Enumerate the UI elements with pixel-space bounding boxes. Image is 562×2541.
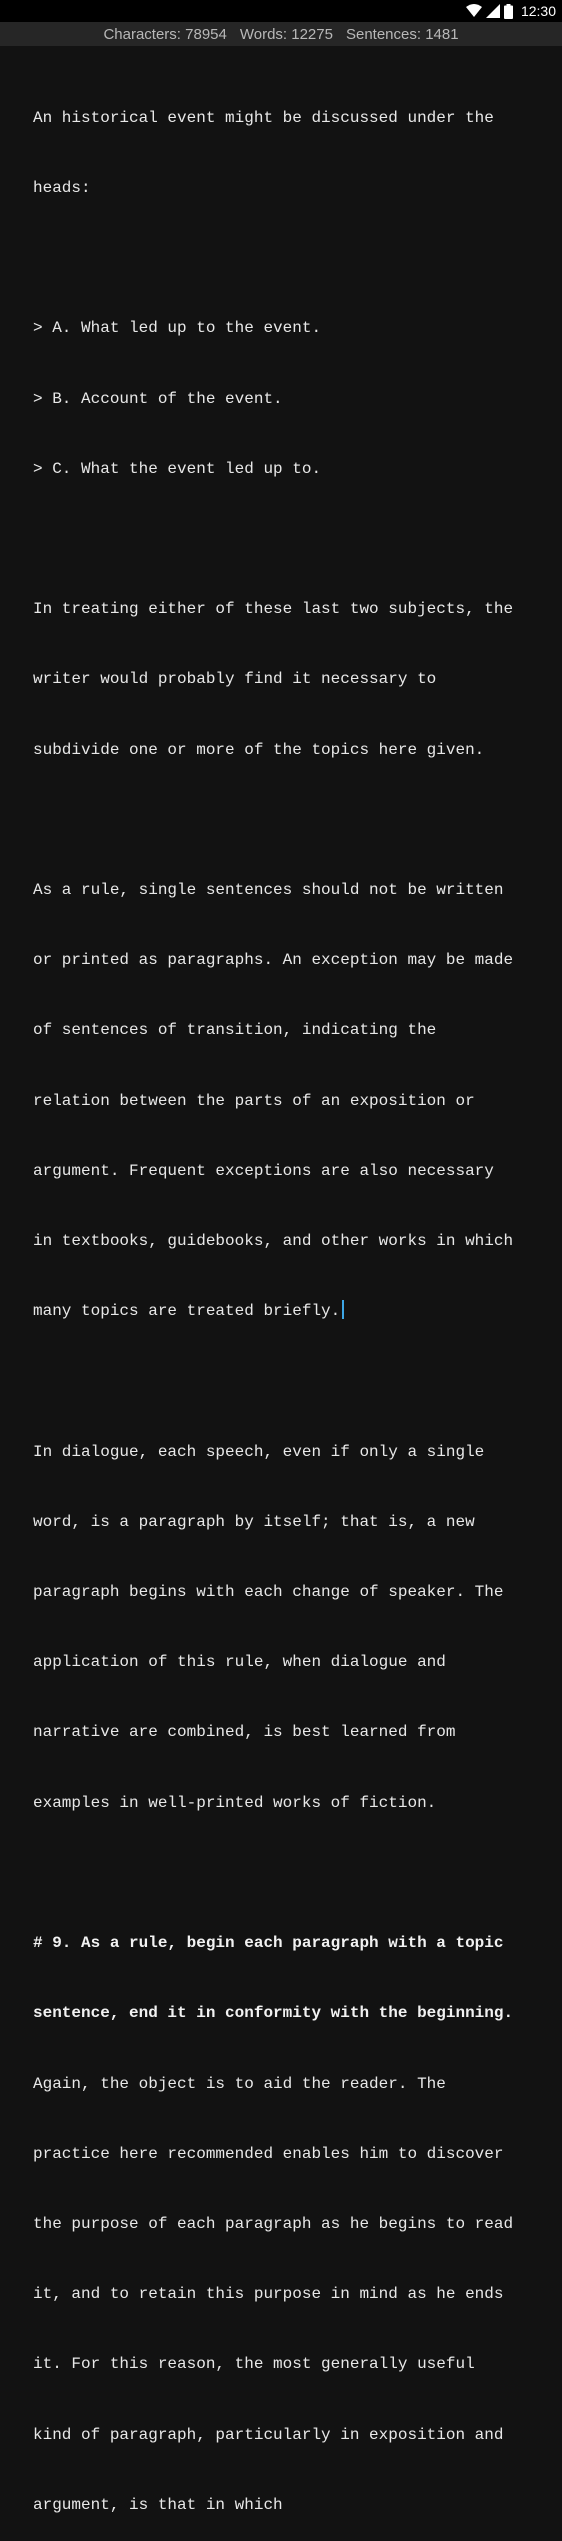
wifi-icon bbox=[466, 4, 482, 18]
cell-signal-icon bbox=[486, 4, 500, 18]
quote-line: > C. What the event led up to. bbox=[33, 459, 322, 478]
sentence-count: Sentences: 1481 bbox=[345, 25, 459, 43]
text-cursor bbox=[342, 1300, 344, 1319]
text-line: in textbooks, guidebooks, and other works in which bbox=[33, 1232, 514, 1251]
blank-line bbox=[33, 528, 533, 551]
blank-line bbox=[33, 1862, 533, 1885]
text-line: relation between the parts of an exposition or bbox=[33, 1091, 475, 1110]
text-line: kind of paragraph, particularly in exposition and bbox=[33, 2425, 504, 2444]
blank-line bbox=[33, 809, 533, 832]
text-line: Again, the object is to aid the reader. The bbox=[33, 2074, 446, 2093]
text-line: writer would probably find it necessary to bbox=[33, 670, 437, 689]
text-line: application of this rule, when dialogue and bbox=[33, 1653, 446, 1672]
heading-line: sentence, end it in conformity with the beginning. bbox=[33, 2004, 514, 2023]
heading-line: # 9. As a rule, begin each paragraph with a topic bbox=[33, 1934, 504, 1953]
quote-line: > B. Account of the event. bbox=[33, 389, 283, 408]
clock-time: 12:30 bbox=[520, 3, 556, 19]
text-line: it. For this reason, the most generally useful bbox=[33, 2355, 475, 2374]
system-status-bar bbox=[0, 0, 562, 22]
text-line-with-cursor bbox=[33, 1300, 533, 1323]
status-icons bbox=[466, 0, 556, 22]
text-line: As a rule, single sentences should not be written bbox=[33, 881, 504, 900]
text-line: In treating either of these last two subjects, the bbox=[33, 600, 514, 619]
battery-icon bbox=[504, 4, 513, 19]
text-line: it, and to retain this purpose in mind as he ends bbox=[33, 2285, 504, 2304]
text-line: An historical event might be discussed under the bbox=[33, 108, 494, 127]
text-line: the purpose of each paragraph as he begins to read bbox=[33, 2214, 514, 2233]
text-editor[interactable] bbox=[33, 60, 533, 2541]
blank-line bbox=[33, 1370, 533, 1393]
document-stats-bar bbox=[0, 22, 562, 46]
text-line: argument. Frequent exceptions are also necessary bbox=[33, 1161, 494, 1180]
text-line: of sentences of transition, indicating the bbox=[33, 1021, 437, 1040]
text-line: many topics are treated briefly. bbox=[33, 1302, 341, 1321]
text-line: heads: bbox=[33, 179, 91, 198]
quote-line: > A. What led up to the event. bbox=[33, 319, 322, 338]
text-line: paragraph begins with each change of speaker. The bbox=[33, 1583, 504, 1602]
text-line: narrative are combined, is best learned from bbox=[33, 1723, 456, 1742]
character-count: Characters: 78954 bbox=[103, 25, 227, 43]
text-line: or printed as paragraphs. An exception may be made bbox=[33, 951, 514, 970]
blank-line bbox=[33, 247, 533, 270]
word-count: Words: 12275 bbox=[239, 25, 333, 43]
text-line: word, is a paragraph by itself; that is, a new bbox=[33, 1512, 475, 1531]
text-line: In dialogue, each speech, even if only a single bbox=[33, 1442, 485, 1461]
text-line: examples in well-printed works of fiction. bbox=[33, 1793, 437, 1812]
text-line: subdivide one or more of the topics here given. bbox=[33, 740, 485, 759]
text-line: argument, is that in which bbox=[33, 2495, 283, 2514]
text-line: practice here recommended enables him to discover bbox=[33, 2144, 504, 2163]
